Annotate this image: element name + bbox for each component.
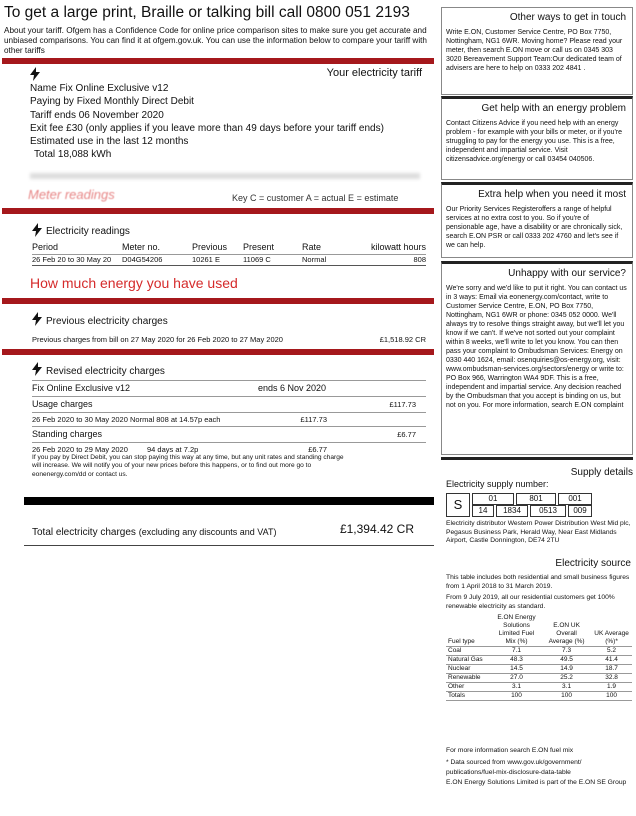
col-previous: Previous	[192, 242, 228, 252]
cell-previous: 10261 E	[192, 255, 220, 264]
fuel-value: 18.7	[591, 665, 632, 674]
supply-bottom-cell: 009	[568, 505, 592, 517]
meter-readings-heading: Meter readings	[28, 187, 115, 202]
complaint-title: Unhappy with our service?	[508, 268, 626, 279]
previous-charges-amount: £1,518.92 CR	[379, 335, 426, 344]
meter-key: Key C = customer A = actual E = estimate	[232, 193, 399, 203]
extra-help-title: Extra help when you need it most	[478, 189, 626, 200]
large-print-title: To get a large print, Braille or talking bill call 0800 051 2193	[4, 4, 410, 21]
supply-s-cell	[446, 493, 470, 517]
extra-help-box	[441, 182, 633, 258]
plan-end: ends 6 Nov 2020	[258, 383, 327, 393]
source-intro-2: From 9 July 2019, all our residential customers get 100% renewable electricity as standard.	[446, 594, 615, 610]
supply-details-title: Supply details	[570, 467, 633, 478]
section-divider	[2, 298, 434, 304]
total-charges-label	[32, 526, 276, 539]
electricity-source-title: Electricity source	[555, 558, 631, 569]
previous-charges-heading: Previous electricity charges	[46, 316, 168, 327]
col-eon-es: E.ON Energy Solutions Limited Fuel Mix (%)	[491, 614, 542, 647]
table-row	[446, 674, 632, 683]
total-qualifier: (excluding any discounts and VAT)	[138, 527, 277, 537]
previous-charges-line: Previous charges from bill on 27 May 2020 for 26 Feb 2020 to 27 May 2020	[32, 335, 283, 344]
fuel-value: 7.3	[542, 647, 591, 656]
fuel-value: 1.9	[591, 683, 632, 692]
tariff-details	[30, 82, 430, 162]
lightning-icon	[32, 362, 42, 376]
fuel-name: Coal	[446, 647, 491, 656]
energy-help-title: Get help with an energy problem	[481, 103, 626, 114]
fuel-value: 25.2	[542, 674, 591, 683]
tariff-payment: Paying by Fixed Monthly Direct Debit	[30, 96, 194, 108]
supply-number-grid	[446, 493, 586, 517]
cell-present: 11069 C	[243, 255, 271, 264]
section-divider	[2, 58, 434, 64]
energy-help-body: Contact Citizens Advice if you need help with an energy problem - for example with your bills or meter, or if you're struggling to pay for the energy you use. This is a free, independent and impartial service. Visit citizensadvice.org/energy or call 03454 040506.	[446, 120, 623, 163]
table-rule	[24, 545, 434, 546]
contact-box	[441, 7, 633, 95]
complaint-body: We're sorry and we'd like to put it right. You can contact us in 3 ways: Email via eonenergy.com/contact, write to Customer Service Centre, E.ON, PO Box 7750, Nottingham, NG1 6WR or phone: 0345 052 0000. We'll always try to resolve things straight away, but we'll let you know if we can't. If we've not sorted out your complaint within 8 weeks, we'll write to let you know. You can then pass your complaint to Ombudsman Services: Energy on 0330 440 1624, email: osenquiries@os-energy.org, visit: www.ombudsman-services.org/sectors/energy or write to: PO Box 966, Warrington WA4 9DF. This is a free, independent and impartial service. Any decision reached by the Ombudsman that you accept is binding on us, but not on you. For more information, search E.ON complaint	[446, 285, 627, 409]
source-intro-1: This table includes both residential and small business figures from 1 April 2018 to 31 March 2019.	[446, 574, 630, 590]
usage-line: 26 Feb 2020 to 30 May 2020 Normal 808 at 14.57p each	[32, 415, 221, 424]
section-divider	[2, 349, 434, 355]
fuel-value: 7.1	[491, 647, 542, 656]
tariff-intro: About your tariff. Ofgem has a Confidence Code for online price comparison sites to make sure you get accurate and unbiased comparisons. You can find it at ofgem.gov.uk. You can use the information below to compare your tariff with other tariffs	[4, 26, 427, 55]
distributor-info: Electricity distributor Western Power Distribution West Mid plc, Pegasus Business Park, Herald Way, Near East Midlands Airport, Castle Donnington, DE74 2TU	[446, 520, 631, 544]
fuel-value: 32.8	[591, 674, 632, 683]
table-rule	[32, 396, 426, 397]
table-row	[446, 656, 632, 665]
fuel-value: 49.5	[542, 656, 591, 665]
supply-top-cell: 801	[516, 493, 556, 505]
blurred-strip	[30, 173, 420, 179]
standing-line: 26 Feb 2020 to 29 May 2020	[32, 445, 128, 454]
supply-divider	[441, 457, 633, 460]
total-charges-amount: £1,394.42 CR	[339, 522, 414, 536]
col-meter-no: Meter no.	[122, 242, 161, 252]
lightning-icon	[32, 312, 42, 326]
fuel-mix-note: For more information search E.ON fuel mix	[446, 747, 574, 754]
supply-top-cell: 001	[558, 493, 592, 505]
estimated-use-label: Estimated use in the last 12 months	[30, 136, 189, 148]
fuel-name: Nuclear	[446, 665, 491, 674]
fuel-value: 48.3	[491, 656, 542, 665]
table-rule	[32, 426, 426, 427]
electricity-readings-heading: Electricity readings	[46, 226, 130, 237]
standing-charges-total: £6.77	[397, 430, 416, 439]
group-note: E.ON Energy Solutions Limited is part of the E.ON SE Group	[446, 779, 627, 786]
table-row	[446, 683, 632, 692]
fuel-value: 3.1	[542, 683, 591, 692]
usage-charges-total: £117.73	[389, 400, 416, 409]
supply-bottom-cell: 14	[472, 505, 494, 517]
tariff-exit-fee: Exit fee £30 (only applies if you leave more than 49 days before your tariff ends)	[30, 122, 384, 134]
extra-help-body: Our Priority Services Registeroffers a range of helpful services at no extra cost to you. So if you're of pensionable age, have a disability or are chronically sick, search E.ON PSR or call 0333 202 4760 and let's see if we can help.	[446, 206, 623, 249]
col-present: Present	[243, 242, 275, 252]
cell-period: 26 Feb 20 to 30 May 20	[32, 255, 112, 264]
tariff-heading: Your electricity tariff	[326, 67, 422, 79]
fuel-value: 27.0	[491, 674, 542, 683]
col-eon-uk: E.ON UK Overall Average (%)	[542, 614, 591, 647]
plan-name: Fix Online Exclusive v12	[32, 383, 131, 393]
tariff-end-date: Tariff ends 06 November 2020	[30, 109, 164, 121]
supply-bottom-cell: 1834	[496, 505, 528, 517]
energy-help-box	[441, 96, 633, 180]
supply-bottom-cell: 0513	[530, 505, 566, 517]
usage-charges-label: Usage charges	[32, 399, 93, 409]
data-source-note: * Data sourced from www.gov.uk/government/ publications/fuel-mix-disclosure-data-table	[446, 759, 582, 776]
fuel-value: 14.9	[542, 665, 591, 674]
direct-debit-note: If you pay by Direct Debit, you can stop paying this way at any time, but any unit rates and standing charge will increase. We will notify you of your new prices before this happens, or to find out more go to eonenergy.com/dd or contact us.	[32, 454, 344, 478]
table-rule	[32, 412, 426, 413]
cell-rate: Normal	[302, 255, 327, 264]
fuel-name: Other	[446, 683, 491, 692]
col-period: Period	[32, 242, 59, 252]
total-label: Total electricity charges	[32, 527, 136, 538]
fuel-value: 100	[542, 692, 591, 701]
fuel-value: 100	[491, 692, 542, 701]
fuel-mix-table	[446, 614, 632, 701]
fuel-value: 5.2	[591, 647, 632, 656]
table-row	[446, 692, 632, 701]
total-divider	[24, 497, 434, 505]
fuel-value: 3.1	[491, 683, 542, 692]
table-rule	[32, 265, 426, 266]
supply-number-label: Electricity supply number:	[446, 479, 549, 489]
meter-table-header	[32, 242, 426, 253]
estimated-use-total: Total 18,088 kWh	[34, 149, 112, 161]
section-divider	[2, 208, 434, 214]
revised-charges-heading: Revised electricity charges	[46, 366, 165, 377]
col-rate: Rate	[302, 242, 322, 252]
fuel-name: Natural Gas	[446, 656, 491, 665]
lightning-icon	[30, 67, 40, 81]
table-row	[446, 665, 632, 674]
supply-top-cell: 01	[472, 493, 514, 505]
tariff-name: Name Fix Online Exclusive v12	[30, 83, 169, 94]
energy-used-heading: How much energy you have used	[30, 275, 238, 291]
table-row	[446, 647, 632, 656]
lightning-icon	[32, 223, 42, 237]
col-uk-avg: UK Average (%)*	[591, 614, 632, 647]
usage-line-amount: £117.73	[300, 415, 327, 424]
standing-charges-label: Standing charges	[32, 429, 103, 439]
table-rule	[32, 380, 426, 381]
contact-body: Write E.ON, Customer Service Centre, PO Box 7750, Nottingham, NG1 6WR. Moving home? Please read your meter, then search E.ON move or call us on 0345 303 3020 Bereavement Support Team:Our dedicated team of advisers are here to help on 0333 202 4841 .	[446, 29, 623, 72]
standing-days: 94 days at 7.2p	[147, 445, 199, 454]
contact-title: Other ways to get in touch	[509, 12, 626, 23]
fuel-value: 41.4	[591, 656, 632, 665]
fuel-value: 14.5	[491, 665, 542, 674]
col-kwh: kilowatt hours	[370, 242, 426, 252]
col-fuel-type: Fuel type	[446, 614, 491, 647]
fuel-table-header	[446, 614, 632, 647]
fuel-name: Renewable	[446, 674, 491, 683]
standing-line-amount: £6.77	[308, 445, 327, 454]
meter-table-row	[32, 255, 426, 265]
fuel-value: 100	[591, 692, 632, 701]
fuel-name: Totals	[446, 692, 491, 701]
cell-meter-no: D04G54206	[122, 255, 163, 264]
table-rule	[32, 442, 426, 443]
complaint-box	[441, 261, 633, 455]
supply-s: S	[453, 497, 463, 512]
cell-kwh: 808	[413, 255, 426, 264]
